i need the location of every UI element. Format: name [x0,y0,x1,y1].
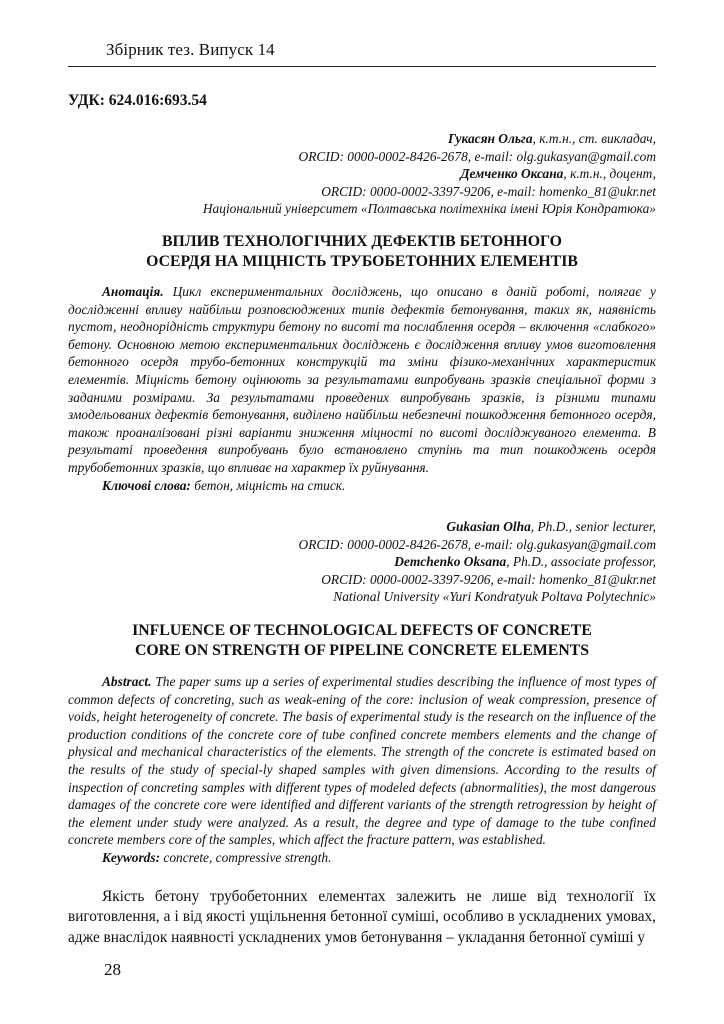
header-rule [68,66,656,67]
en-author-line: Demchenko Oksana, Ph.D., associate professor, [394,554,656,570]
ua-author-line: ORCID: 0000-0002-3397-9206, e-mail: homenko_81@ukr.net [321,183,656,199]
ua-author-block [203,130,656,218]
ua-title-line: ОСЕРДЯ НА МІЦНІСТЬ ТРУБОБЕТОННИХ ЕЛЕМЕНТІВ [146,252,578,270]
en-abstract [68,673,656,867]
running-head: Збірник тез. Випуск 14 [106,40,275,59]
en-author-line: ORCID: 0000-0002-3397-9206, e-mail: homenko_81@ukr.net [321,571,656,587]
body-text [68,887,656,948]
en-title-line: INFLUENCE OF TECHNOLOGICAL DEFECTS OF CONCRETE [132,622,592,639]
en-author-block [299,518,656,606]
en-author-line: ORCID: 0000-0002-8426-2678, e-mail: olg.gukasyan@gmail.com [298,536,656,552]
en-author-line: Gukasian Olha, Ph.D., senior lecturer, [446,519,656,534]
ua-abstract [68,283,656,494]
udk-code: УДК: 624.016:693.54 [68,92,207,109]
page-number: 28 [104,960,121,979]
ua-author-line: ORCID: 0000-0002-8426-2678, e-mail: olg.gukasyan@gmail.com [298,148,656,164]
ua-author-line: Гукасян Ольга, к.т.н., ст. викладач, [448,131,656,146]
ua-keywords: Ключові слова: бетон, міцність на стиск. [102,477,346,493]
en-keywords: Keywords: concrete, compressive strength. [102,849,332,865]
ua-abstract-paragraph: Анотація. Цикл експериментальних досліджень, що описано в даній роботі, полягає у дослідженні впливу найбільш розповсюджених типів дефектів бетонування, таких як, наявність пустот, неоднорідність структури бетону по висоті та послаблення осердя – включення «слабкого» бетону. Основною метою експериментальних досліджень є дослідження впливу умов виготовлення бетонного осердя трубо-бетонних конструкцій та зміни фізико-механічних характеристик елементів. Міцність бетону оцінюють за результатами випробувань зразків спеціальної форми з заданими розмірами. За результатами проведених випробувань зразків, із різними типами змодельованих дефектів бетонування, виділено найбільш небезпечні пошкодження бетонного осердя, також проаналізовані різні варіанти зниження міцності по висоті досліджуваного елемента. В результаті проведення випробувань було встановлено ступінь та тип пошкоджень осердя трубобетонних зразків, що впливає на характер їх руйнування. [68,284,656,475]
en-title [68,621,656,660]
ua-author-line: Демченко Оксана, к.т.н., доцент, [460,166,656,182]
ua-affiliation: Національний університет «Полтавська політехніка імені Юрія Кондратюка» [202,201,656,217]
ua-title-line: ВПЛИВ ТЕХНОЛОГІЧНИХ ДЕФЕКТІВ БЕТОННОГО [162,233,562,250]
en-affiliation: National University «Yuri Kondratyuk Poltava Polytechnic» [333,589,656,605]
ua-title [68,232,656,271]
en-title-line: CORE ON STRENGTH OF PIPELINE CONCRETE ELEMENTS [134,641,590,659]
en-abstract-paragraph: Abstract. The paper sums up a series of experimental studies describing the influence of most types of common defects of concreting, such as weak-ening of the core: inclusion of weak compression, presence of voids, height heterogeneity of concrete. The basis of experimental study is the research on the influence of the production conditions of the concrete core of tube confined concrete members elements and the change of physical and mechanical characteristics of the elements. The strength of the concrete is estimated based on the results of the study of special-ly shaped samples with given dimensions. According to the results of inspection of concreting samples with different types of modeled defects (abnormalities), the most dangerous damages of the concrete core were identified and different variants of the strength retrogression by height of the element under study were analyzed. As a result, the degree and type of damage to the tube confined concrete members core of the samples, which affect the fracture pattern, was established. [68,674,656,848]
body-paragraph: Якість бетону трубобетонних елементах залежить не лише від технології їх виготовлення, а і від якості ущільнення бетонної суміші, особливо в ускладнених умовах, адже внаслідок наявності ускладнених умов бетонування – укладання бетонної суміші у [68,888,656,946]
